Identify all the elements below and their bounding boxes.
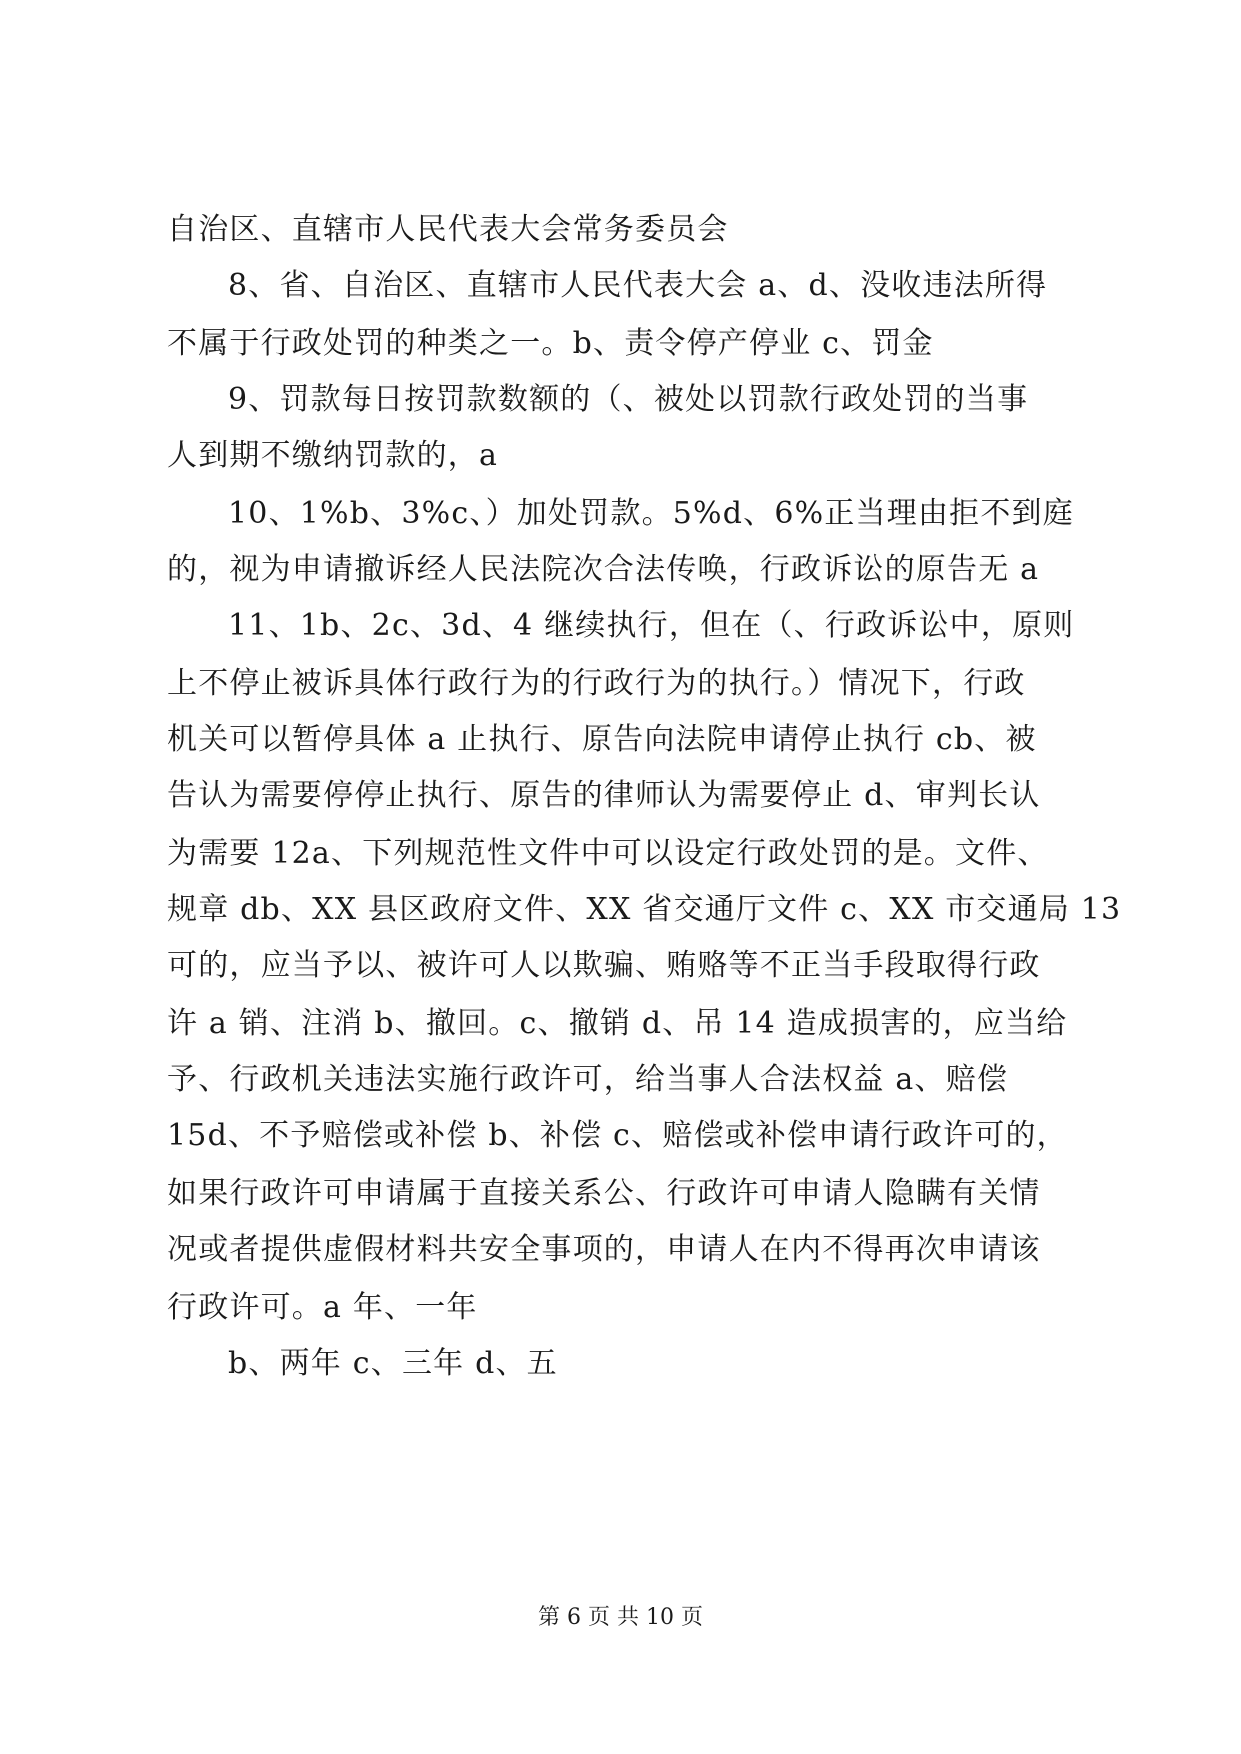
text-line-19: 况或者提供虚假材料共安全事项的，申请人在内不得再次申请该 bbox=[167, 1232, 1041, 1267]
text-line-14: 可的，应当予以、被许可人以欺骗、贿赂等不正当手段取得行政 bbox=[167, 948, 1041, 983]
text-line-7: 的，视为申请撤诉经人民法院次合法传唤，行政诉讼的原告无 a bbox=[167, 552, 1040, 587]
text-line-21: b、两年 c、三年 d、五 bbox=[228, 1346, 558, 1381]
text-line-11: 告认为需要停停止执行、原告的律师认为需要停止 d、审判长认 bbox=[167, 778, 1041, 813]
text-line-20: 行政许可。a 年、一年 bbox=[167, 1290, 478, 1325]
text-line-1: 自治区、直辖市人民代表大会常务委员会 bbox=[167, 212, 729, 247]
text-line-5: 人到期不缴纳罚款的，a bbox=[167, 438, 499, 473]
text-line-13: 规章 db、XX 县区政府文件、XX 省交通厅文件 c、XX 市交通局 13 bbox=[167, 892, 1122, 927]
text-line-10: 机关可以暂停具体 a 止执行、原告向法院申请停止执行 cb、被 bbox=[167, 722, 1037, 757]
text-line-8: 11、1b、2c、3d、4 继续执行，但在（、行政诉讼中，原则 bbox=[228, 608, 1075, 643]
text-line-2: 8、省、自治区、直辖市人民代表大会 a、d、没收违法所得 bbox=[228, 268, 1048, 303]
text-line-9: 上不停止被诉具体行政行为的行政行为的执行。）情况下，行政 bbox=[167, 666, 1026, 701]
text-line-4: 9、罚款每日按罚款数额的（、被处以罚款行政处罚的当事 bbox=[228, 382, 1029, 417]
text-line-18: 如果行政许可申请属于直接关系公、行政许可申请人隐瞒有关情 bbox=[167, 1176, 1041, 1211]
text-line-12: 为需要 12a、下列规范性文件中可以设定行政处罚的是。文件、 bbox=[167, 836, 1049, 871]
text-line-17: 15d、不予赔偿或补偿 b、补偿 c、赔偿或补偿申请行政许可的， bbox=[167, 1118, 1068, 1153]
text-line-6: 10、1%b、3%c、）加处罚款。5%d、6%正当理由拒不到庭 bbox=[228, 496, 1074, 531]
page-number-footer: 第 6 页 共 10 页 bbox=[538, 1605, 703, 1630]
text-line-3: 不属于行政处罚的种类之一。b、责令停产停业 c、罚金 bbox=[167, 326, 934, 361]
text-line-15: 许 a 销、注消 b、撤回。c、撤销 d、吊 14 造成损害的，应当给 bbox=[167, 1006, 1068, 1041]
text-line-16: 予、行政机关违法实施行政许可，给当事人合法权益 a、赔偿 bbox=[167, 1062, 1009, 1097]
